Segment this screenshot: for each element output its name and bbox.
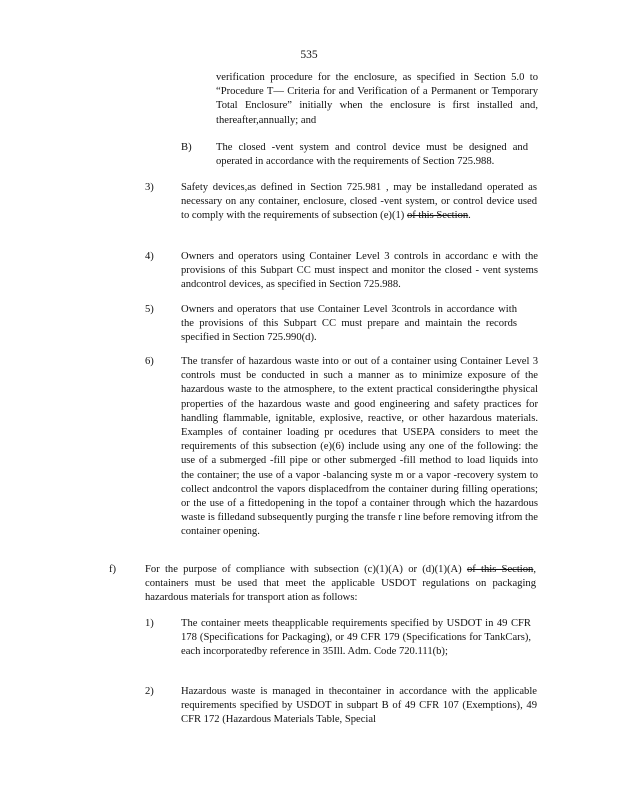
item-f-paragraph — [145, 563, 536, 606]
item-3-text: Safety devices,as defined in Section 725.981 , may be installedand operated as necessary on any container, enclosure, closed -vent system, or control device used to comply with the requirements of subsection (e)(1) — [181, 182, 537, 222]
item-f2-text: Hazardous waste is managed in thecontainer in accordance with the applicable requirements specified by USDOT in subpart B of 49 CFR 107 (Exemptions), 49 CFR 172 (Hazardous Materials Table, Special — [181, 686, 537, 726]
item-3-tail: . — [468, 210, 471, 222]
item-6-label: 6) — [145, 356, 154, 367]
item-f1-text: The container meets theapplicable requirements specified by USDOT in 49 CFR 178 (Specifications for Packaging), or 49 CFR 179 (Specifications for TankCars), each incorporatedby reference in 35Ill. Adm. Code 720.111(b); — [181, 618, 531, 658]
top-continuation-paragraph — [216, 71, 538, 128]
item-f-label: f) — [109, 564, 117, 575]
item-f1-paragraph — [181, 617, 531, 660]
item-3-paragraph — [181, 181, 537, 224]
item-b-text: The closed -vent system and control device must be designed and operated in accordance with the requirements of Section 725.988. — [216, 142, 528, 168]
top-continuation-text: verification procedure for the enclosure, as specified in Section 5.0 to “Procedure T— Criteria for and Verification of a Permanent or Temporary Total Enclosure” initially when the enclosure is first installed and, thereafter,annually; and — [216, 72, 538, 126]
item-6-paragraph — [181, 355, 538, 540]
item-6-text: The transfer of hazardous waste into or out of a container using Container Level 3 controls must be conducted in such a manner as to minimize exposure of the hazardous waste to the atmosphere, to the extent practical consideringthe physical properties of the hazardous waste and good engineering and safety practices for handling flammable, ignitable, explosive, reactive, or other hazardous materials. Examples of container loading pr ocedures that USEPA considers to meet the requirements of this subsection (e)(6) include using any one of the following: the use of a submerged -fill pipe or other submerged -fill method to load liquids into the container; the use of a vapor -balancing syste m or a vapor -recovery system to collect andcontrol the vapors displacedfrom the container during filling operations; or the use of a fittedopening in the topof a container through which the hazardous waste is filledand subsequently purging the transfe r line before removing itfrom the container opening. — [181, 356, 538, 538]
item-3-struck-text: of this Section — [406, 210, 469, 222]
page-number: 535 — [300, 49, 318, 61]
item-f-text-after: , containers must be used that meet the applicable USDOT regulations on packaging hazardous materials for transport ation as follows: — [145, 564, 536, 604]
item-4-paragraph — [181, 250, 538, 293]
item-5-label: 5) — [145, 304, 154, 315]
item-4-label: 4) — [145, 251, 154, 262]
item-3-label: 3) — [145, 182, 154, 193]
item-b-label: B) — [181, 142, 192, 153]
item-f1-label: 1) — [145, 618, 154, 629]
item-f-text-before: For the purpose of compliance with subsection (c)(1)(A) or (d)(1)(A) — [145, 564, 462, 575]
item-5-paragraph — [181, 303, 517, 346]
item-f-struck-text: of this Section — [466, 564, 534, 575]
item-4-text: Owners and operators using Container Level 3 controls in accordanc e with the provisions of this Subpart CC must inspect and monitor the closed - vent systems andcontrol devices, as specified in Section 725.988. — [181, 251, 538, 291]
item-f2-label: 2) — [145, 686, 154, 697]
item-b-paragraph — [216, 141, 528, 169]
item-5-text: Owners and operators that use Container Level 3controls in accordance with the provisions of this Subpart CC must prepare and maintain the records specified in Section 725.990(d). — [181, 304, 517, 344]
item-f2-paragraph — [181, 685, 537, 728]
